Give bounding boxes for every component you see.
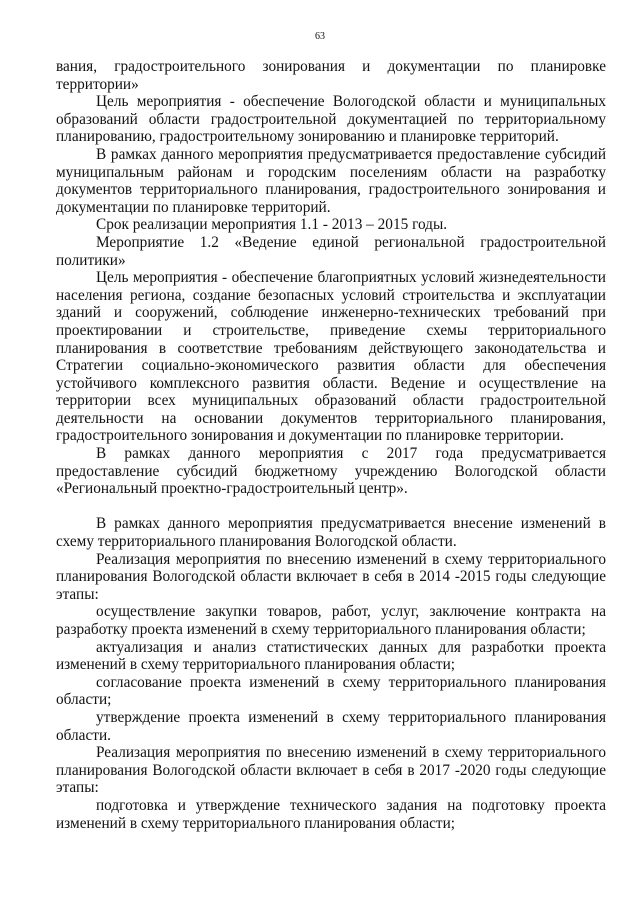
document-body bbox=[56, 58, 606, 832]
paragraph-stages-2017: Реализация мероприятия по внесению изменений в схему территориального планирования Вологодской области включает в себя в 2017 -2020 годы следующие этапы: bbox=[56, 744, 606, 797]
stage-item: осуществление закупки товаров, работ, услуг, заключение контракта на разработку проекта изменений в схему территориального планирования области; bbox=[56, 603, 606, 638]
paragraph-subsidies-1: В рамках данного мероприятия предусматривается предоставление субсидий муниципальным районам и городским поселениям области на разработку документов территориального планирования, градостроительного зонирования и документации по планировке территорий. bbox=[56, 145, 606, 216]
stage-item: актуализация и анализ статистических данных для разработки проекта изменений в схему территориального планирования области; bbox=[56, 638, 606, 674]
paragraph-measure-heading: Мероприятие 1.2 «Ведение единой региональной градостроительной политики» bbox=[56, 233, 606, 269]
page-number: 63 bbox=[315, 31, 325, 42]
stage-item: утверждение проекта изменений в схему территориального планирования области. bbox=[56, 708, 606, 744]
paragraph-term: Срок реализации мероприятия 1.1 - 2013 – 2015 годы. bbox=[96, 216, 448, 234]
paragraph-stages-2014: Реализация мероприятия по внесению изменений в схему территориального планирования Вологодской области включает в себя в 2014 -2015 годы следующие этапы: bbox=[56, 550, 606, 603]
paragraph-scheme-changes: В рамках данного мероприятия предусматривается внесение изменений в схему территориального планирования Вологодской области. bbox=[56, 515, 606, 551]
paragraph-goal-1: Цель мероприятия - обеспечение Вологодской области и муниципальных образований области градостроительной документацией по территориальному планированию, градостроительному зонированию и планировке территорий. bbox=[56, 93, 606, 146]
stage-item: подготовка и утверждение технического задания на подготовку проекта изменений в схему территориального планирования области; bbox=[56, 796, 606, 832]
paragraph-goal-2: Цель мероприятия - обеспечение благоприятных условий жизнедеятельности населения региона, создание безопасных условий строительства и эксплуатации зданий и сооружений, соблюдение инженерно-технических требований при проектировании и строительстве, приведение схемы территориального планирования в соответствие требованиям действующего законодательства и Стратегии социально-экономического развития области для обеспечения устойчивого комплексного развития области. Ведение и осуществление на территории всех муниципальных образований области градостроительной деятельности на основании документов территориального планирования, градостроительного зонирования и документации по планировке территории. bbox=[56, 269, 606, 445]
paragraph-title-continuation: вания, градостроительного зонирования и документации по планировке территории» bbox=[56, 58, 606, 93]
paragraph-subsidies-2: В рамках данного мероприятия с 2017 года предусматривается предоставление субсидий бюджетному учреждению Вологодской области «Региональный проектно-градостроительный центр». bbox=[56, 445, 606, 498]
stage-item: согласование проекта изменений в схему территориального планирования области; bbox=[56, 673, 606, 709]
